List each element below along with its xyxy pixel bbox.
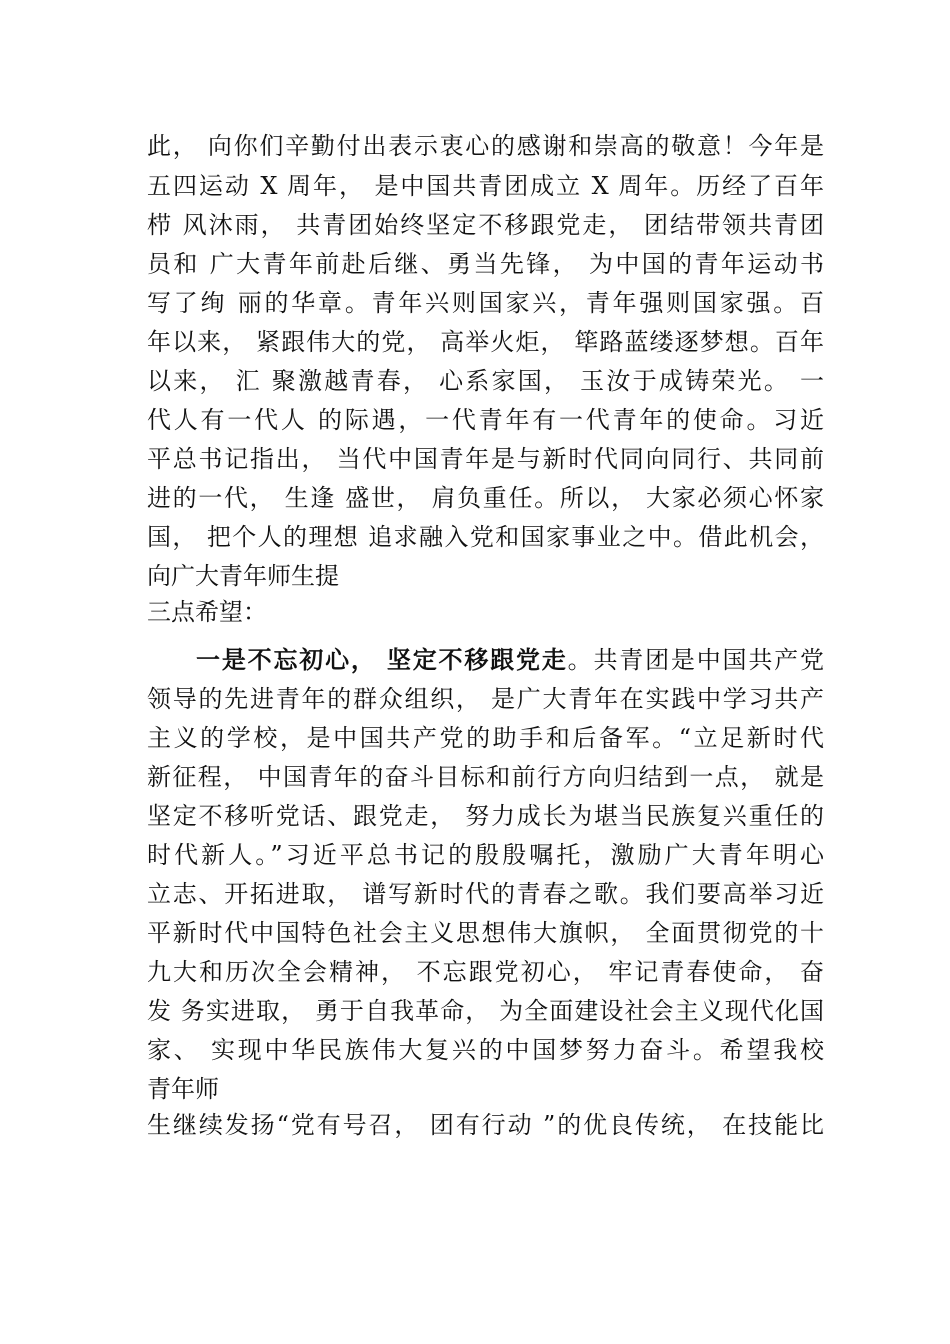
text-line: 时代新人。”习近平总书记的殷殷嘱托，激励广大青年明心 bbox=[147, 841, 824, 869]
text-line: 向广大青年师生提 bbox=[147, 562, 339, 590]
text-line: 领导的先进青年的群众组织， 是广大青年在实践中学习共产 bbox=[147, 685, 824, 713]
text-line: 坚定不移听党话、跟党走， 努力成长为堪当民族复兴重任的 bbox=[147, 802, 824, 830]
text-line: 平总书记指出， 当代中国青年是与新时代同向同行、共同前 bbox=[147, 445, 824, 473]
text-line: 写了绚 丽的华章。青年兴则国家兴，青年强则国家强。百 bbox=[147, 289, 824, 317]
point-one-heading: 一是不忘初心， 坚定不移跟党走 bbox=[196, 646, 568, 674]
text-line: 以来， 汇 聚激越青春， 心系家国， 玉汝于成铸荣光。 一 bbox=[147, 367, 824, 395]
text-line: 员和 广大青年前赴后继、勇当先锋， 为中国的青年运动书 bbox=[147, 250, 824, 278]
text-line: 年以来， 紧跟伟大的党， 高举火炬， 筚路蓝缕逐梦想。百年 bbox=[147, 328, 824, 356]
text-line: 家、 实现中华民族伟大复兴的中国梦努力奋斗。希望我校 bbox=[147, 1036, 824, 1064]
text-line: 此， 向你们辛勤付出表示衷心的感谢和崇高的敬意！今年是 bbox=[147, 132, 824, 160]
text-line: 青年师 bbox=[147, 1075, 219, 1103]
text-line: 九大和历次全会精神， 不忘跟党初心， 牢记青春使命， 奋 bbox=[147, 958, 824, 986]
text-line: 生继续发扬“党有号召， 团有行动 ”的优良传统， 在技能比 bbox=[147, 1111, 824, 1139]
text-line: 平新时代中国特色社会主义思想伟大旗帜， 全面贯彻党的十 bbox=[147, 919, 824, 947]
text-line: 主义的学校，是中国共产党的助手和后备军。“立足新时代 bbox=[147, 724, 824, 752]
point-one-lead-text: 。共青团是中国共产党 bbox=[567, 646, 825, 674]
text-line: 三点希望： bbox=[147, 598, 267, 626]
text-line: 进的一代， 生逢 盛世， 肩负重任。所以， 大家必须心怀家 bbox=[147, 484, 824, 512]
point-one-lead-line bbox=[196, 645, 824, 675]
text-line: 发 务实进取， 勇于自我革命， 为全面建设社会主义现代化国 bbox=[147, 997, 824, 1025]
text-line: 代人有一代人 的际遇，一代青年有一代青年的使命。习近 bbox=[147, 406, 824, 434]
text-line: 栉 风沐雨， 共青团始终坚定不移跟党走， 团结带领共青团 bbox=[147, 211, 824, 239]
text-line: 立志、开拓进取， 谱写新时代的青春之歌。我们要高举习近 bbox=[147, 880, 824, 908]
text-line: 新征程， 中国青年的奋斗目标和前行方向归结到一点， 就是 bbox=[147, 763, 824, 791]
text-line: 国， 把个人的理想 追求融入党和国家事业之中。借此机会， bbox=[147, 523, 824, 551]
text-line: 五四运动 X 周年， 是中国共青团成立 X 周年。历经了百年 bbox=[147, 172, 824, 200]
